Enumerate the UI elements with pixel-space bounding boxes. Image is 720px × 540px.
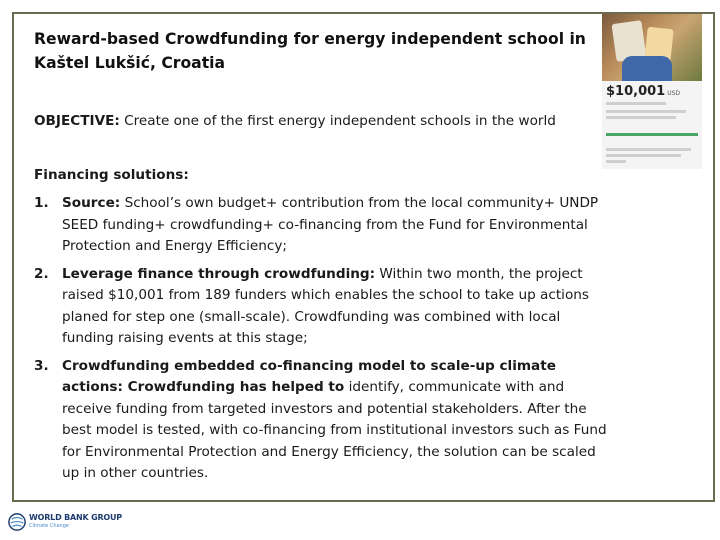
solution-lead: Crowdfunding embedded co-financing model to scale-up climate actions: Crowdfunding has helped to <box>62 357 556 395</box>
slide-title: Reward-based Crowdfunding for energy independent school in Kaštel Lukšić, Croatia <box>34 30 586 72</box>
solution-number: 2. <box>34 265 49 282</box>
detail-line <box>606 148 691 151</box>
objective-text: Create one of the first energy independent schools in the world <box>124 113 556 129</box>
globe-icon <box>8 513 26 531</box>
solution-number: 1. <box>34 195 49 211</box>
logo-sub-text: Climate Change <box>29 523 69 529</box>
solution-text: identify, communicate with and receive funding from targeted investors and potential stakeholders. After the best model is tested, with co-financing from institutional investors such as Fund for Environmental Protection and Energy Efficiency, the solution can be scaled up in other countries. <box>62 379 607 481</box>
solution-number: 3. <box>34 357 49 374</box>
children-photo <box>602 14 702 81</box>
solution-item <box>34 193 609 258</box>
raised-amount <box>606 84 680 99</box>
crowdfunding-thumbnail <box>602 14 702 169</box>
raised-amount-value: $10,001 <box>606 84 666 99</box>
solution-item <box>34 356 609 485</box>
detail-line <box>606 154 681 157</box>
financing-heading: Financing solutions: <box>34 167 189 183</box>
detail-line <box>606 116 676 119</box>
detail-line <box>606 110 686 113</box>
solution-item <box>34 264 609 350</box>
solutions-list <box>34 193 609 491</box>
objective <box>34 111 614 131</box>
slide-frame <box>12 12 715 502</box>
solution-text: School’s own budget+ contribution from the local community+ UNDP SEED funding+ crowdfunding+ co-financing from the Fund for Environmental Protection and Energy Efficiency; <box>62 195 599 254</box>
raised-currency: USD <box>667 90 681 97</box>
objective-label: OBJECTIVE: <box>34 113 120 129</box>
funding-progress-bar <box>606 133 698 136</box>
world-bank-logo <box>8 511 122 533</box>
detail-line <box>606 160 626 163</box>
solution-lead: Leverage finance through crowdfunding: <box>62 265 376 282</box>
logo-main-text: WORLD BANK GROUP <box>29 513 122 522</box>
solution-lead: Source: <box>62 195 121 211</box>
solution-text: Within two month, the project raised $10,001 from 189 funders which enables the school to take up actions planed for step one (small-scale). Crowdfunding was combined with local funding raising events at this stage; <box>62 265 589 346</box>
funders-line <box>606 102 666 105</box>
